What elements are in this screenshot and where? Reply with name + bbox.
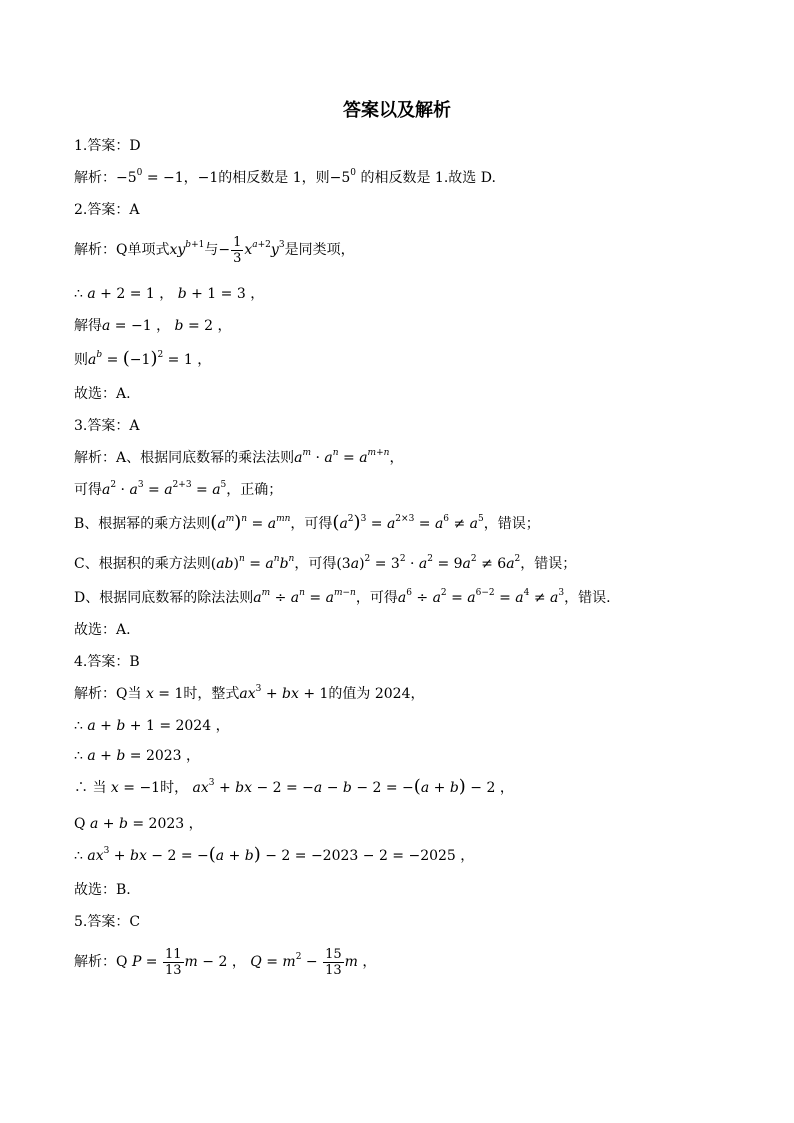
q3-option-a-result: 可得$a^2 \cdot a^3 = a^{2+3} = a^5$，正确； [74, 480, 283, 498]
q5-answer: 5.答案：C [74, 914, 141, 930]
q3-choose: 故选：A. [74, 622, 131, 638]
q4-analysis: 解析：Q当 x = 1时，整式$ax^3$ + bx + 1的值为 2024， [74, 684, 425, 702]
q1-answer: 1.答案：D [74, 138, 141, 154]
q5-p-fraction: $\frac{11}{13}$ [165, 946, 182, 978]
q2-analysis: 解析：Q单项式$xy^{b+1}$与− $\frac{1}{3}$ $x^{a+2}y^3$是同类项， [74, 234, 355, 266]
q4-step4: Q a + b = 2023 ， [74, 816, 203, 832]
q1-analysis: 解析：$-5^0 = -1$，−1的相反数是 1，则$-5^0$ 的相反数是 1.故选 D. [74, 168, 496, 186]
q3-option-b: B、根据幂的乘方法则$(a^m)^n = a^{mn}$，可得$(a^2)^3 = a^{2\times 3} = a^6 \ne a^5$，错误； [74, 512, 540, 533]
q2-then: 则$a^b = (-1)^2 = 1$ ， [74, 348, 212, 369]
q2-choose: 故选：A. [74, 386, 131, 402]
q4-choose: 故选：B. [74, 882, 131, 898]
q3-option-d: D、根据同底数幂的除法法则$a^m \div a^n = a^{m-n}$，可得$a^6 \div a^2 = a^{6-2} = a^4 \ne a^3$，错误. [74, 588, 611, 606]
q4-answer: 4.答案：B [74, 654, 140, 670]
q2-answer: 2.答案：A [74, 202, 140, 218]
q4-step3: ∴ 当 x = −1时， $ax^3$ + bx − 2 = −a − b − 2 = −(a + b) − 2 ， [74, 776, 514, 797]
q2-solve: 解得a = −1 ， b = 2 ， [74, 318, 232, 334]
q3-option-a: 解析：A、根据同底数幂的乘法法则$a^m \cdot a^n = a^{m+n}$， [74, 448, 404, 466]
q5-q-fraction: $\frac{15}{13}$ [325, 946, 342, 978]
q2-equations: ∴ a + 2 = 1 ， b + 1 = 3 ， [74, 286, 265, 302]
q4-step1: ∴ a + b + 1 = 2024 ， [74, 718, 230, 734]
q2-fraction: $\frac{1}{3}$ [233, 234, 242, 266]
page-title: 答案以及解析 [343, 100, 451, 121]
q3-option-c: C、根据积的乘方法则$(ab)^n = a^nb^n$，可得$(3a)^2 = 3^2 \cdot a^2 = 9a^2 \ne 6a^2$，错误； [74, 554, 577, 572]
q4-step5: ∴ $ax^3$ + bx − 2 = −(a + b) − 2 = −2023 − 2 = −2025 ， [74, 844, 475, 865]
q5-analysis: 解析：Q P = $\frac{11}{13}$ m − 2 ， $Q = m^2$ − $\frac{15}{13}$ m ， [74, 946, 377, 978]
q4-step2: ∴ a + b = 2023 ， [74, 748, 201, 764]
q3-answer: 3.答案：A [74, 418, 140, 434]
